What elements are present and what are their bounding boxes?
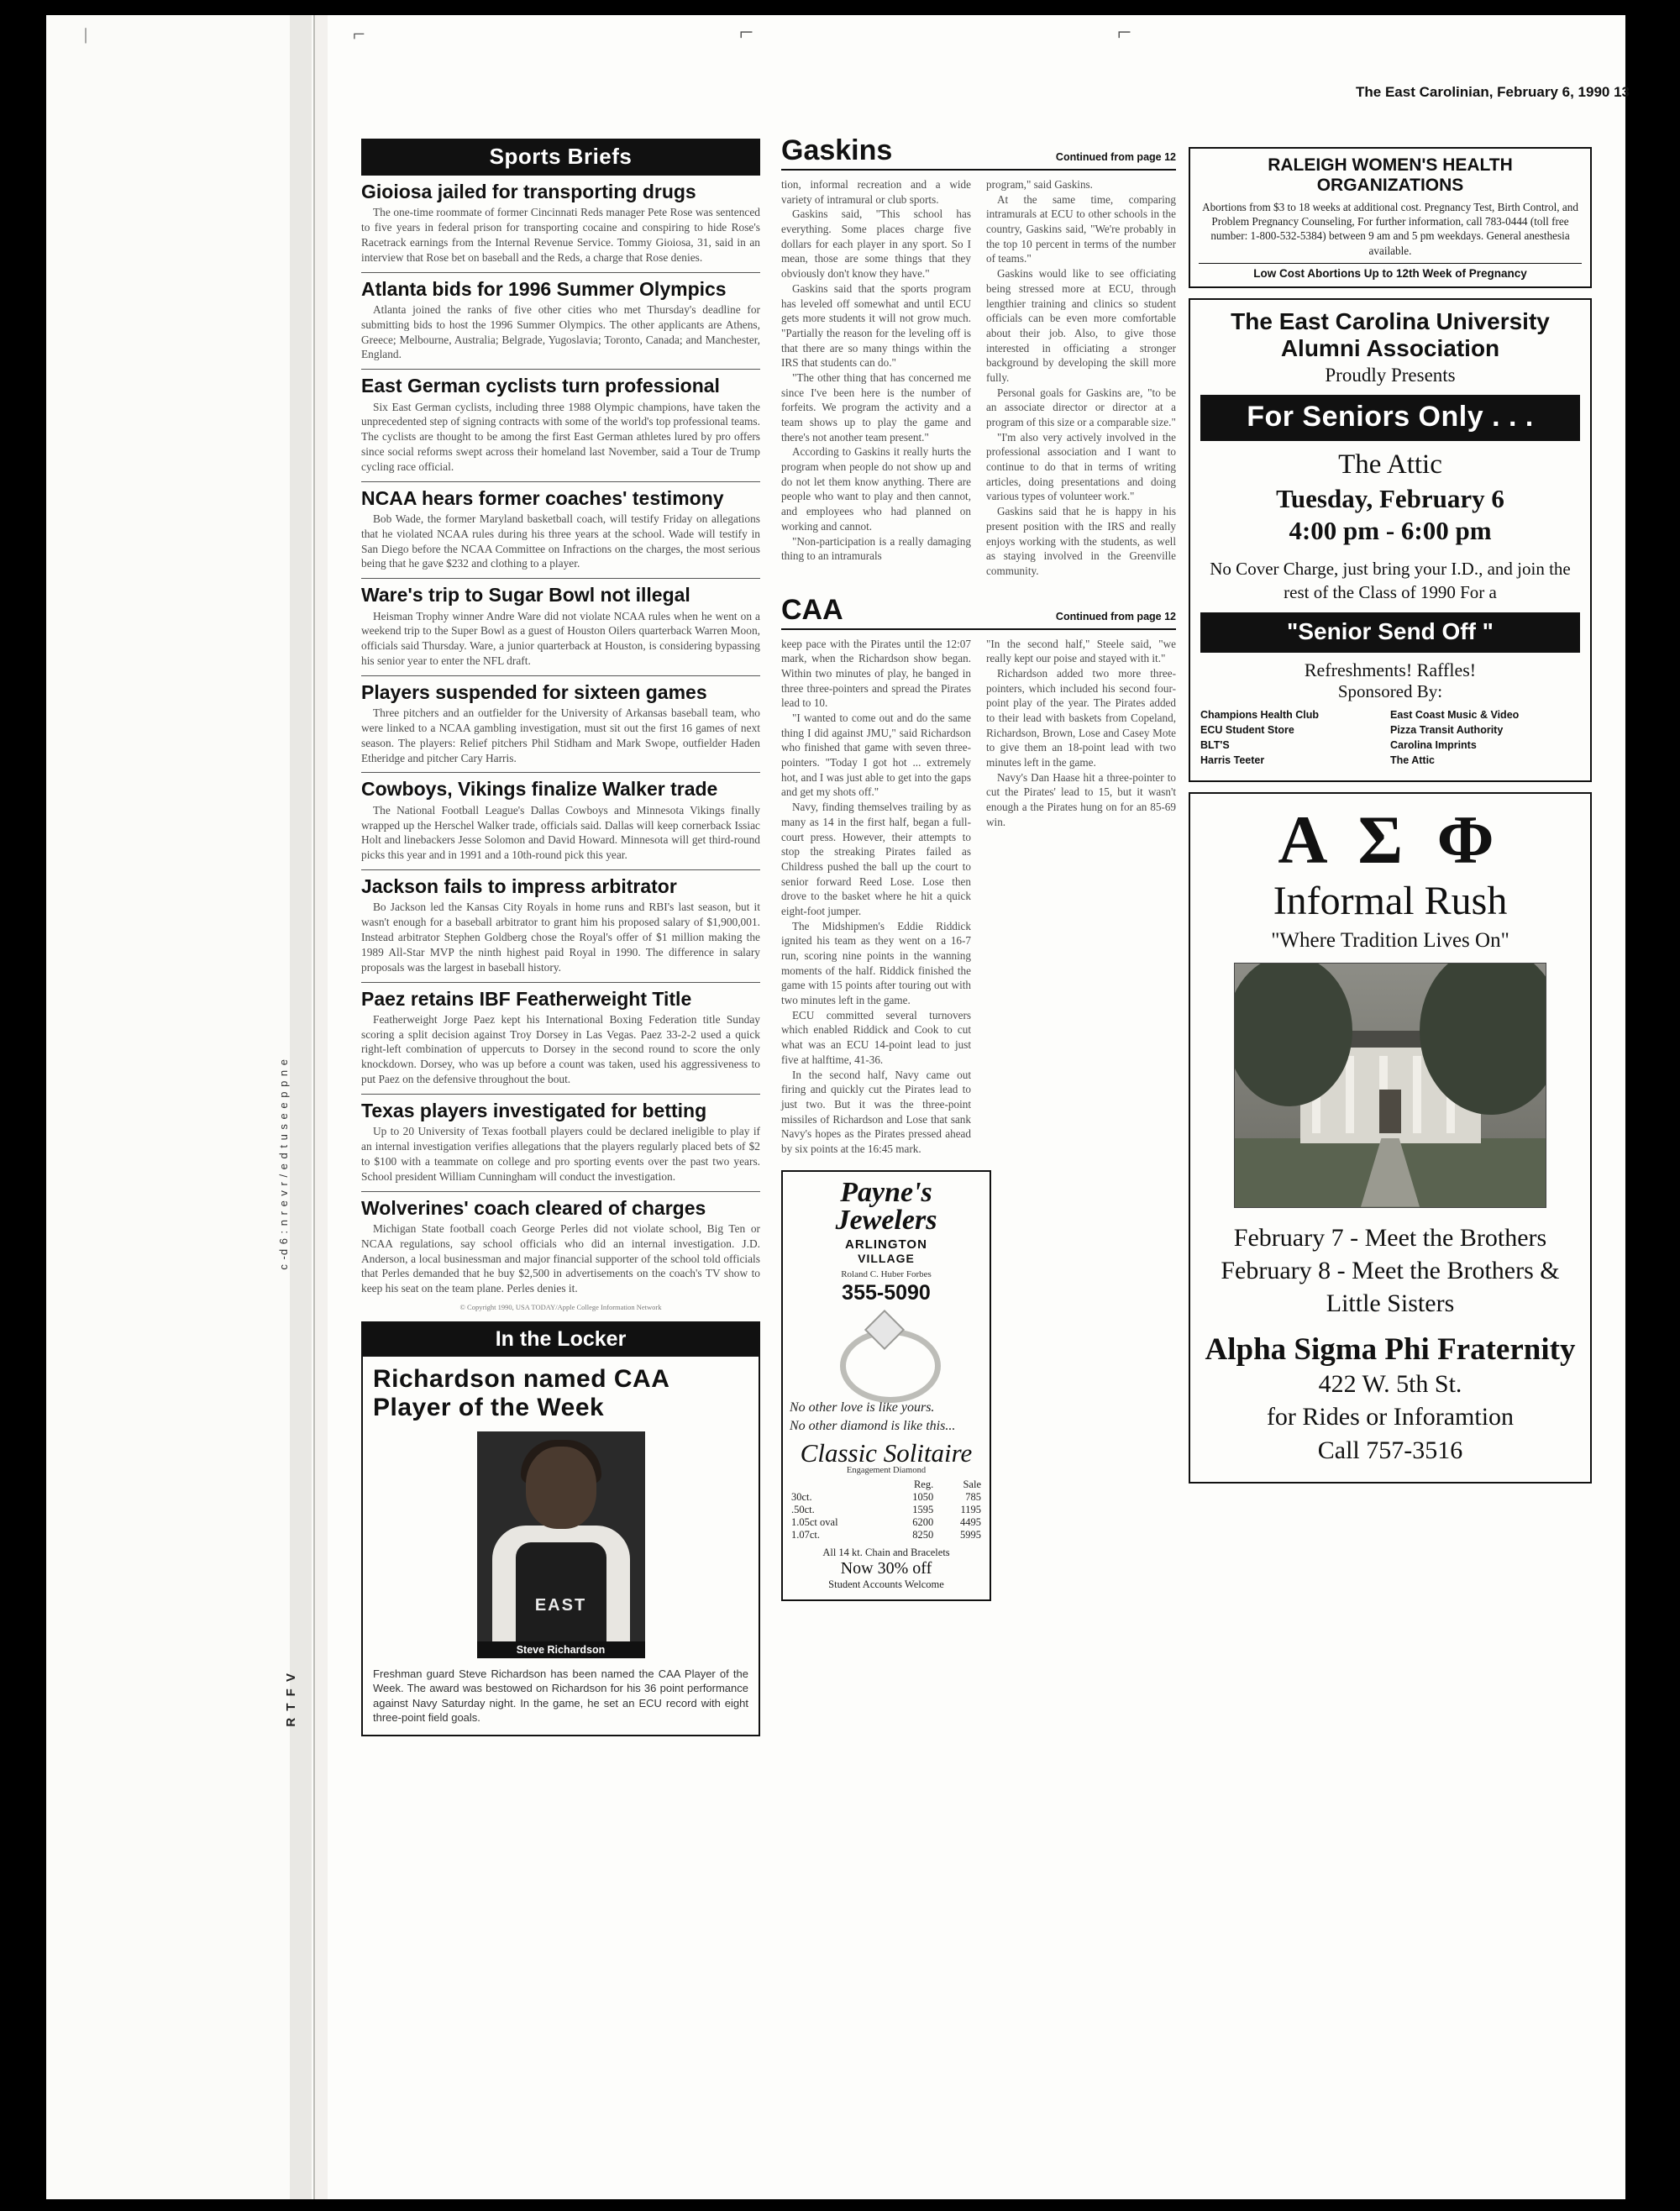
brief-body: Heisman Trophy winner Andre Ware did not violate NCAA rules when he went on a weekend trip to the Super Bowl as a guest of Houston Oilers quarterback Warren Moon, officials said Thursday. Ware, a junior quarterback at Houston, is considering bypassing his senior year to enter the NFL draft. (361, 609, 760, 668)
brief-item (361, 1100, 760, 1184)
brief-title: Paez retains IBF Featherweight Title (361, 987, 692, 1010)
gaskins-paragraph: Personal goals for Gaskins are, "to be an associate director or director at a program of this size or a comparable size." (986, 386, 1176, 428)
alumni-date: Tuesday, February 6 (1276, 484, 1504, 514)
caa-paragraph: keep pace with the Pirates until the 12:07 mark, when the Richardson show began. Within two minutes of play, he banged in three three-pointers and spread the Pirates lead to 10. (781, 637, 971, 710)
caa-paragraph: "I wanted to come out and do the same thing I did against JMU," said Richardson who finished that game with seven three-pointers. "Today I got hot ... extremely hot, and I was just able to get into the gaps and get my shots off." (781, 712, 971, 799)
alumni-paragraph: No Cover Charge, just bring your I.D., and join the rest of the Class of 1990 For a (1210, 559, 1571, 602)
crop-mark-1: ⌐ (353, 22, 365, 46)
gaskins-paragraph: "I'm also very actively involved in the professional association and I want to continue to do that in terms of writing articles, doing presentations and doing various types of volunteer work." (986, 430, 1176, 503)
cell-sale: 5995 (960, 1529, 981, 1541)
price-table (790, 1478, 983, 1541)
paynes-jewelers-ad (781, 1170, 991, 1602)
brief-title: Cowboys, Vikings finalize Walker trade (361, 778, 718, 801)
col-header-reg: Reg. (913, 1478, 934, 1491)
paynes-location-1: ARLINGTON (845, 1237, 927, 1253)
divider (361, 369, 760, 370)
caa-paragraph: ECU committed several turnovers which enabled Riddick and Cook to cut what was an ECU 14-point lead to just five at halftime, 41-36. (781, 1008, 971, 1066)
gaskins-continued-label: Continued from page 12 (1055, 151, 1176, 163)
divider (361, 869, 760, 870)
gaskins-paragraph: program," said Gaskins. (986, 178, 1093, 191)
in-the-locker-box (361, 1321, 760, 1736)
brief-title: NCAA hears former coaches' testimony (361, 486, 724, 509)
table-row (790, 1529, 983, 1541)
greek-date-1: February 7 - Meet the Brothers (1233, 1223, 1547, 1252)
cell-reg: 8250 (912, 1529, 934, 1541)
brief-title: Wolverines' coach cleared of charges (361, 1196, 706, 1219)
page-folio: The East Carolinian, February 6, 1990 13 (1356, 84, 1630, 100)
divider (361, 982, 760, 983)
greek-rush-title: Informal Rush (1273, 878, 1508, 923)
greek-date-3: Little Sisters (1326, 1289, 1455, 1317)
brief-body: The one-time roommate of former Cincinnati Reds manager Pete Rose was sentenced to five years in federal prison for transporting cocaine and conspiring to hide Rose's Racetrack earnings from the Internal Revenue Service. Tommy Gioiosa, 31, said in an interview that Rose bet on baseball and the Reds, a charge that Rose denies. (361, 206, 760, 264)
gaskins-headline: Gaskins (781, 134, 893, 166)
cell-sale: 4495 (960, 1516, 981, 1529)
paynes-product: Classic Solitaire (800, 1438, 973, 1468)
alumni-line-1: The East Carolina University (1231, 307, 1550, 334)
paynes-tagline-1: No other love is like yours. (790, 1400, 935, 1415)
sponsor-item: East Coast Music & Video (1390, 709, 1520, 722)
cell-sale: 1195 (960, 1504, 981, 1516)
table-row (790, 1491, 983, 1504)
locker-headline: Richardson named CAA Player of the Week (373, 1365, 669, 1421)
paynes-name: Payne's Jewelers (835, 1176, 937, 1236)
gaskins-paragraph: Gaskins said, "This school has everything. Some places charge five dollars for each player in any sport. So I mean, those are some things that they obviously don't know they have." (781, 207, 971, 281)
fraternity-house-photo (1234, 963, 1546, 1208)
greek-address: 422 W. 5th St. (1318, 1369, 1462, 1398)
sponsor-item: ECU Student Store (1200, 724, 1294, 737)
greek-date-2: February 8 - Meet the Brothers & (1221, 1256, 1560, 1284)
cell-reg: 1595 (912, 1504, 934, 1516)
alumni-line-3: Proudly Presents (1325, 365, 1456, 386)
brief-item (361, 376, 760, 474)
gaskins-paragraph: "The other thing that has concerned me since I've been here is the number of forfeits. We program the activity and a team shows up to play the game and there's not another team present." (781, 370, 971, 444)
senior-send-off-banner: "Senior Send Off " (1200, 612, 1580, 653)
paynes-product-sub: Engagement Diamond (846, 1466, 927, 1476)
divider (361, 272, 760, 273)
sports-briefs-column (361, 139, 760, 1736)
brief-item (361, 1198, 760, 1296)
paynes-footer-3: Student Accounts Welcome (828, 1578, 944, 1591)
crop-mark-2: ⌐ (739, 18, 753, 46)
brief-title: Gioiosa jailed for transporting drugs (361, 181, 696, 202)
jump-stories-column (781, 134, 1176, 1601)
brief-body: Six East German cyclists, including three 1988 Olympic champions, have taken the unprecedented step of signing contracts with some of the world's top professional teams. The cyclists are thought to be among the first East German athletes lured by pro offers since social reforms swept across their homeland last November, said a Tour de Trump cycling race official. (361, 400, 760, 473)
caa-continued-label: Continued from page 12 (1055, 610, 1176, 622)
sponsor-item: Carolina Imprints (1390, 739, 1477, 752)
ad-footer: Low Cost Abortions Up to 12th Week of Pregnancy (1199, 263, 1582, 280)
greek-motto: "Where Tradition Lives On" (1271, 928, 1509, 952)
brief-item (361, 181, 760, 265)
in-the-locker-header: In the Locker (363, 1323, 759, 1357)
brief-title: Players suspended for sixteen games (361, 680, 707, 703)
gaskins-paragraph: At the same time, comparing intramurals at ECU to other schools in the country, Gaskins said, "We're probably in the top 10 percent in terms of the number of teams." (986, 192, 1176, 265)
brief-title: East German cyclists turn professional (361, 375, 720, 397)
advertising-column (1189, 147, 1592, 1484)
brief-item (361, 779, 760, 863)
brief-body: Three pitchers and an outfielder for the University of Arkansas baseball team, who were linked to a NCAA gambling investigation, must sit out the first 16 games of next season. The players: Relief pitchers Phil Stidham and Mark Swope, outfielder Haden Etheridge and pitcher Cary Harris. (361, 706, 760, 764)
brief-item (361, 989, 760, 1087)
copyright-line: © Copyright 1990, USA TODAY/Apple College Information Network (459, 1303, 662, 1312)
caa-paragraph: "In the second half," Steele said, "we really kept our poise and stayed with it." (986, 637, 1176, 665)
alumni-venue: The Attic (1338, 449, 1442, 481)
brief-item (361, 876, 760, 974)
greek-letters: Α Σ Φ (1278, 801, 1503, 878)
brief-body: Atlanta joined the ranks of five other cities who met Thursday's deadline for submitting bids to host the 1996 Summer Olympics. The other applicants are Athens, Greece; Melbourne, Australia; Belgrade, Yugoslavia; Toronto, Canada; and Manchester, England. (361, 302, 760, 361)
sponsor-item: The Attic (1390, 754, 1436, 767)
sponsor-item: BLT'S (1200, 739, 1230, 752)
crop-mark-3: ⌐ (1117, 18, 1131, 46)
brief-body: Up to 20 University of Texas football players could be declared ineligible to play if an internal investigation verifies allegations that the players regularly placed bets of $2 to $100 with a teammate on college and pro sporting events over the past two years. School president William Cunningham will conduct the investigation. (361, 1125, 760, 1183)
cell-size: 1.05ct oval (791, 1516, 838, 1529)
ad-title-line-1: RALEIGH WOMEN'S HEALTH (1268, 155, 1513, 175)
caa-paragraph: Richardson added two more three-pointers, which included his second four-point play of the year. The Pirates added to their lead with baskets from Copeland, Richardson, Brown, Lose and Casey Mote to give them an 18-point lead with two minutes left in the game. (986, 666, 1176, 769)
ad-body: Abortions from $3 to 18 weeks at additional cost. Pregnancy Test, Birth Control, and Problem Pregnancy Counseling, For further information, call 783-0444 (toll free number: 1-800-532-5384) between 9 am and 5 pm weekdays. General anesthesia available. (1202, 201, 1578, 257)
sponsor-item: Pizza Transit Authority (1390, 724, 1504, 737)
brief-body: Bob Wade, the former Maryland basketball coach, will testify Friday on allegations that he violated NCAA rules during his three years at the school. Wade will testify in San Diego before the NCAA Committee on Infractions on the charges, the most serious being that he gave $232 and clothing to a player. (361, 512, 760, 570)
caa-paragraph: Navy, finding themselves trailing by as many as 14 in the first half, began a full-court press. However, their attempts to stop the streaking Pirates failed as Childress pushed the ball up the court to senior forward Reed Lose. Lose then drove to the basket where he hit a quick eight-foot jumper. (781, 801, 971, 917)
paynes-phone: 355-5090 (842, 1281, 931, 1305)
brief-title: Texas players investigated for betting (361, 1099, 707, 1121)
raleigh-womens-health-ad (1189, 147, 1592, 288)
cell-reg: 6200 (912, 1516, 934, 1529)
alpha-sigma-phi-ad (1189, 792, 1592, 1484)
divider (361, 578, 760, 579)
greek-rides: for Rides or Inforamtion (1266, 1403, 1515, 1431)
gaskins-paragraph: Gaskins would like to see officiating being stressed more at ECU, through lengthier training and clinics so student officials can be even more comfortable about their job. Also, to give those interested in officiating a stronger background by developing the skill more fully. (986, 267, 1176, 384)
paynes-location-2: VILLAGE (858, 1252, 915, 1266)
table-row (790, 1504, 983, 1516)
paynes-footer-2: Now 30% off (840, 1559, 932, 1578)
locker-caption: Freshman guard Steve Richardson has been named the CAA Player of the Week. The award was bestowed on Richardson for his 36 point performance against Navy Saturday night. In the game, he set an ECU record with eight three-point field goals. (373, 1667, 748, 1724)
paynes-tagline-2: No other diamond is like this... (790, 1419, 956, 1434)
alumni-refreshments: Refreshments! Raffles! (1304, 659, 1477, 681)
caa-paragraph: The Midshipmen's Eddie Riddick ignited his team as they went on a 16-7 run, scoring nine points in the wanning moments of the half. Riddick finished the game with 15 points after touring out with two minutes left in the game. (781, 919, 971, 1007)
gaskins-paragraph: "Non-participation is a really damaging thing to an intramurals (781, 534, 971, 563)
margin-vertical-text-2: R T F V (284, 1672, 298, 1727)
cell-sale: 785 (965, 1491, 981, 1504)
paynes-owner: Roland C. Huber Forbes (841, 1269, 932, 1280)
sponsor-item: Harris Teeter (1200, 754, 1265, 767)
alumni-association-ad (1189, 298, 1592, 782)
for-seniors-only-banner: For Seniors Only . . . (1200, 395, 1580, 441)
caa-paragraph: Navy's Dan Haase hit a three-pointer to cut the Pirates' lead to 15, but it wasn't enough a the Pirates hung on for an 85-69 win. (986, 770, 1176, 828)
gaskins-paragraph: According to Gaskins it really hurts the program when people do not show up and do not let them know anything. There are people who want to play and then cannot, and employees who had planned on working and cannot. (781, 445, 971, 533)
sponsor-list (1200, 707, 1580, 769)
diamond-ring-icon (790, 1305, 983, 1398)
brief-body: Featherweight Jorge Paez kept his International Boxing Federation title Sunday scoring a split decision against Troy Dorsey in Las Vegas. Paez 33-2-2 used a quick right-left combination of uppercuts to Dorsey in the second round to score the only knockdown. Dorsey, who was up before a count was taken, used his aggressiveness to put Paez on the defensive throughout the bout. (361, 1012, 760, 1086)
divider (361, 1191, 760, 1192)
cell-size: 1.07ct. (791, 1529, 821, 1541)
brief-body: The National Football League's Dallas Cowboys and Minnesota Vikings finally wrapped up the Herschel Walker trade, officials said. Dallas will keep cornerback Issiac Holt and linebackers Jesse Solomon and David Howard. Minnesota will get third-round picks this year and in 1991 and a 10th-round pick this year. (361, 803, 760, 862)
gaskins-paragraph: tion, informal recreation and a wide variety of intramural or club sports. (781, 178, 971, 206)
gaskins-paragraph: Gaskins said that the sports program has leveled off somewhat and until ECU gets more students it will not grow much. "Partially the reason for the leveling off is that there are so many things within the IRS that students can do." (781, 281, 971, 370)
caa-headline: CAA (781, 593, 843, 626)
brief-item (361, 585, 760, 669)
brief-body: Michigan State football coach George Perles did not violate school, Big Ten or NCAA regulations, say school officials who did an internal investigation. J.D. Anderson, a local businessman and major financial supporter of the school told officials that Perles demanded that he buy $2,500 in advertisements on the coach's TV show to keep his seat on the team plane. Perles denies it. (361, 1221, 760, 1295)
crop-mark-left: | (84, 25, 88, 44)
left-margin-strip (46, 15, 315, 2199)
gaskins-paragraph: Gaskins said that he is happy in his present position with the IRS and really enjoys working with the students, as well as staying involved in the Greenville community. (986, 505, 1176, 577)
cell-size: 30ct. (791, 1491, 812, 1504)
sponsor-item: Champions Health Club (1200, 709, 1319, 722)
divider (781, 628, 1176, 630)
brief-item (361, 279, 760, 363)
ad-title-line-2: ORGANIZATIONS (1316, 175, 1464, 195)
greek-phone: Call 757-3516 (1317, 1436, 1463, 1464)
greek-org-name: Alpha Sigma Phi Fraternity (1205, 1331, 1576, 1367)
player-photo (477, 1431, 645, 1641)
divider (361, 675, 760, 676)
brief-item (361, 682, 760, 766)
photo-caption: Steve Richardson (477, 1641, 645, 1658)
alumni-line-2: Alumni Association (1280, 334, 1500, 361)
divider (781, 169, 1176, 171)
sports-briefs-header: Sports Briefs (361, 139, 760, 176)
brief-title: Ware's trip to Sugar Bowl not illegal (361, 584, 690, 607)
col-header-sale: Sale (963, 1478, 981, 1491)
margin-vertical-text: c -d 6 : n r e v r / e d t u s e e p p n e (277, 1058, 290, 1270)
jersey-text: EAST (534, 1596, 587, 1615)
paynes-footer-1: All 14 kt. Chain and Bracelets (822, 1547, 950, 1559)
divider (361, 481, 760, 482)
brief-title: Atlanta bids for 1996 Summer Olympics (361, 277, 727, 300)
cell-reg: 1050 (912, 1491, 934, 1504)
alumni-time: 4:00 pm - 6:00 pm (1289, 516, 1492, 546)
cell-size: .50ct. (791, 1504, 815, 1516)
alumni-sponsored-label: Sponsored By: (1337, 681, 1443, 702)
brief-title: Jackson fails to impress arbitrator (361, 875, 677, 898)
table-row (790, 1516, 983, 1529)
divider (361, 1094, 760, 1095)
brief-item (361, 488, 760, 572)
brief-body: Bo Jackson led the Kansas City Royals in home runs and RBI's last season, but it wasn't enough for a baseball arbitrator to grant him his proposed salary of $1,900,001. Instead arbitrator Stephen Goldberg chose the Royal's offer of $1 million making the 1989 All-Star MVP the ninth highest paid Royal in 1990. The difference in salary proposals was the largest in baseball history. (361, 901, 760, 974)
caa-paragraph: In the second half, Navy came out firing and quickly cut the Pirates lead to just two. But it was the three-point missiles of Richardson and Lose that sank Navy's hopes as the Pirates pressed ahead by six points at the 16:45 mark. (781, 1068, 971, 1155)
divider (361, 772, 760, 773)
